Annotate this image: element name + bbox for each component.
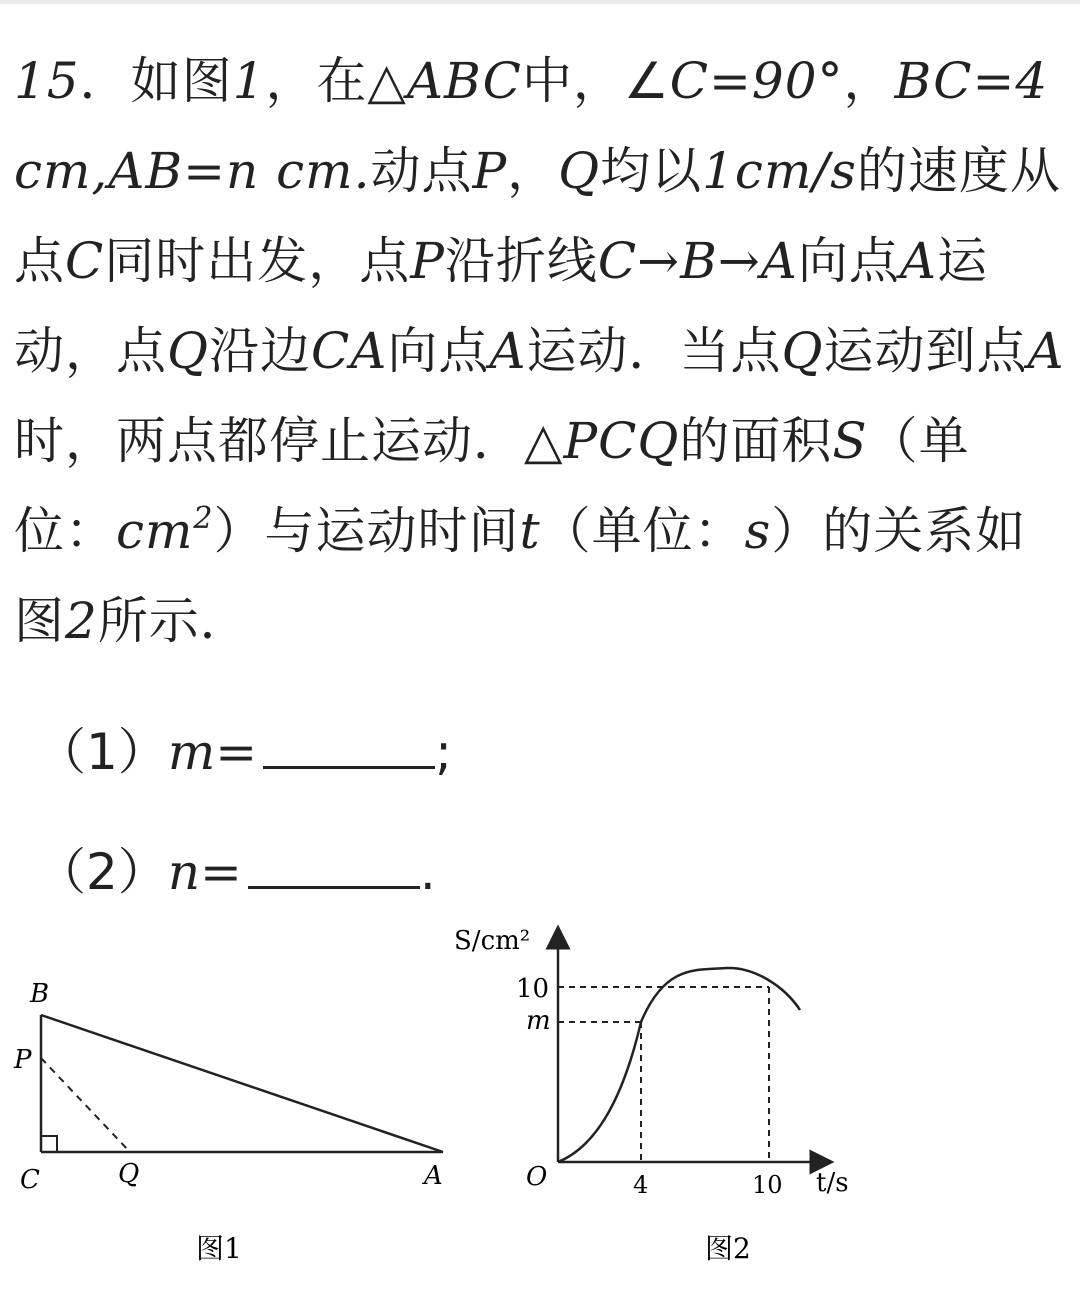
problem-text: ）与运动时间 bbox=[213, 502, 520, 560]
figure-1-triangle bbox=[0, 960, 480, 1280]
figure-2-graph bbox=[454, 915, 880, 1285]
math-text: A bbox=[1027, 322, 1065, 380]
math-text: Q bbox=[558, 142, 601, 200]
problem-text: 均以 bbox=[600, 142, 703, 200]
label-a: A bbox=[424, 1161, 443, 1191]
problem-text: 同时出发，点 bbox=[104, 232, 411, 290]
figure-2-caption: 图2 bbox=[705, 1232, 751, 1265]
y-tick-m: m bbox=[526, 1006, 551, 1036]
question-1 bbox=[36, 722, 452, 782]
curve-part-2 bbox=[641, 968, 800, 1022]
x-tick-4: 4 bbox=[633, 1171, 649, 1199]
superscript: 2 bbox=[193, 501, 214, 536]
math-text: C→B→A bbox=[597, 232, 798, 290]
label-c: C bbox=[20, 1165, 40, 1195]
math-text: t bbox=[519, 502, 541, 560]
problem-text: 运动．当点 bbox=[526, 322, 782, 380]
math-text: P bbox=[410, 232, 445, 290]
math-text: cm bbox=[116, 502, 194, 560]
problem-text: 运动，点 bbox=[14, 232, 988, 380]
origin-label: O bbox=[526, 1162, 548, 1192]
problem-text: ，在△ bbox=[265, 52, 407, 110]
problem-text: ）的关系如图 bbox=[14, 502, 1027, 650]
figure-1-caption: 图1 bbox=[196, 1232, 242, 1265]
problem-text: 向点 bbox=[387, 322, 490, 380]
question-variable: n= bbox=[167, 843, 242, 901]
question-end: . bbox=[419, 843, 436, 901]
problem-text: ．如图 bbox=[79, 52, 233, 110]
label-b: B bbox=[30, 979, 50, 1009]
top-divider bbox=[0, 0, 1080, 4]
question-end: ; bbox=[435, 723, 452, 781]
curve-part-1 bbox=[558, 1022, 641, 1162]
label-p: P bbox=[14, 1045, 32, 1075]
problem-text: （单位： bbox=[14, 412, 970, 560]
math-text: Q bbox=[781, 322, 824, 380]
math-text: s bbox=[744, 502, 772, 560]
problem-text: 时，两点都停止运动．△ bbox=[14, 412, 564, 470]
math-text: CA bbox=[311, 322, 388, 380]
problem-text: 运动到点 bbox=[823, 322, 1028, 380]
problem-text: 沿折线 bbox=[444, 232, 598, 290]
math-text: BC=4cm,AB=n cm. bbox=[14, 52, 1049, 200]
right-angle-mark bbox=[41, 1136, 57, 1152]
problem-text: 所示． bbox=[97, 592, 251, 650]
math-text: S bbox=[832, 412, 868, 470]
answer-blank-2[interactable] bbox=[248, 842, 420, 889]
math-text: 2 bbox=[65, 592, 98, 650]
math-text: ABC bbox=[406, 52, 522, 110]
side-ab bbox=[41, 1015, 443, 1152]
problem-text: （单位： bbox=[540, 502, 745, 560]
math-text: A bbox=[489, 322, 527, 380]
math-text: C=90° bbox=[669, 52, 844, 110]
math-text: PCQ bbox=[563, 412, 680, 470]
question-number: （1） bbox=[36, 723, 168, 781]
problem-number: 15 bbox=[14, 52, 80, 110]
math-text: A bbox=[899, 232, 937, 290]
problem-text: ， bbox=[507, 142, 559, 200]
answer-blank-1[interactable] bbox=[263, 722, 435, 769]
problem-text: 中，∠ bbox=[521, 52, 670, 110]
label-q: Q bbox=[118, 1159, 140, 1189]
y-axis-label: S/cm² bbox=[454, 926, 531, 956]
segment-pq bbox=[41, 1058, 130, 1152]
problem-text: 的速度从点 bbox=[14, 142, 1061, 290]
x-axis-label: t/s bbox=[816, 1168, 849, 1198]
problem-text: 沿边 bbox=[209, 322, 311, 380]
question-number: （2） bbox=[36, 843, 168, 901]
math-text: Q bbox=[167, 322, 209, 380]
x-tick-10: 10 bbox=[752, 1171, 783, 1199]
math-text: P bbox=[472, 142, 508, 200]
question-variable: m= bbox=[167, 723, 258, 781]
problem-text: 的面积 bbox=[679, 412, 833, 470]
math-text: 1 bbox=[232, 52, 266, 110]
y-tick-10: 10 bbox=[516, 974, 550, 1004]
question-2 bbox=[36, 842, 436, 902]
math-text: C bbox=[65, 232, 105, 290]
math-text: 1cm/s bbox=[702, 142, 857, 200]
problem-text: 向点 bbox=[797, 232, 900, 290]
problem-text: 动点 bbox=[370, 142, 473, 200]
problem-statement bbox=[14, 36, 1066, 666]
problem-text: ， bbox=[843, 52, 895, 110]
